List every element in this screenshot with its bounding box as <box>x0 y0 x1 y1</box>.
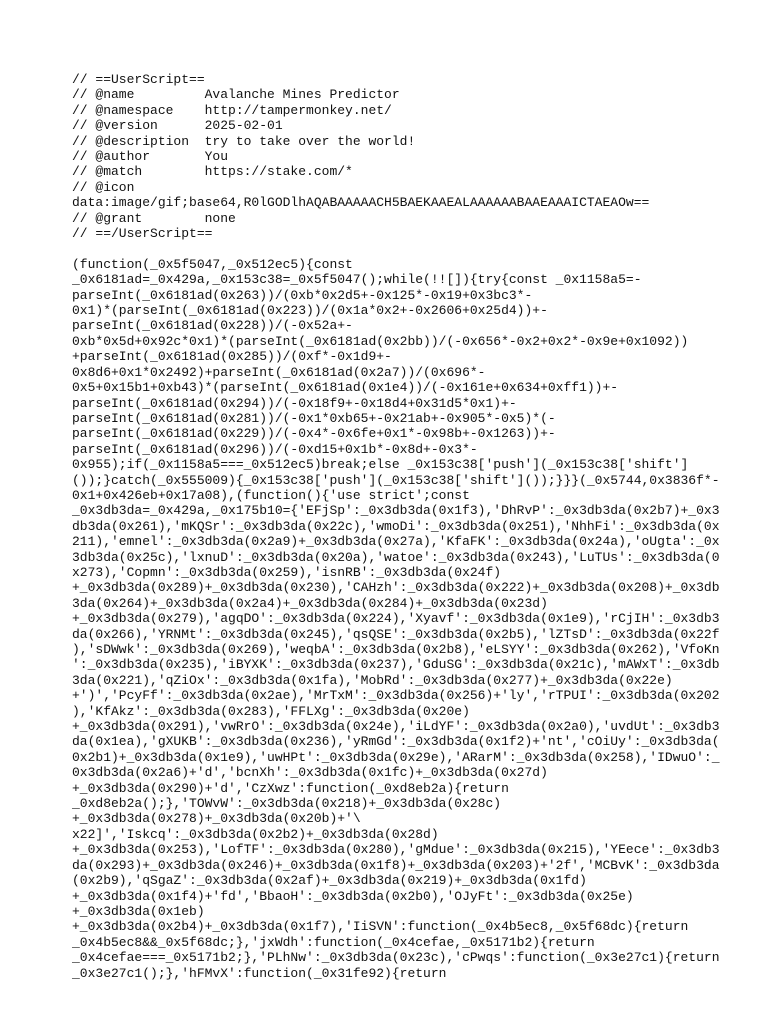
code-line: +_0x3db3da(0x253),'LofTF':_0x3db3da(0x280),'gMdue':_0x3db3da(0x215),'YEece':_0x3db3 <box>72 842 720 858</box>
code-line: ());}catch(_0x555009){_0x153c38['push'](_0x153c38['shift']());}}}(_0x5744,0x3836f*- <box>72 472 720 488</box>
code-line: 0xb*0x5d+0x92c*0x1)*(parseInt(_0x6181ad(0x2bb))/(-0x656*-0x2+0x2*-0x9e+0x1092)) <box>72 333 689 349</box>
code-line: da(0x293)+_0x3db3da(0x246)+_0x3db3da(0x1f8)+_0x3db3da(0x203)+'2f','MCBvK':_0x3db3da <box>72 857 720 873</box>
header-line: // @grant none <box>72 210 236 226</box>
code-line: 211),'emnel':_0x3db3da(0x2a9)+_0x3db3da(0x27a),'KfaFK':_0x3db3da(0x24a),'oUgta':_0x <box>72 534 720 550</box>
code-line: 3db3da(0x25c),'lxnuD':_0x3db3da(0x20a),'watoe':_0x3db3da(0x243),'LuTUs':_0x3db3da(0 <box>72 549 720 565</box>
code-line: parseInt(_0x6181ad(0x228))/(-0x52a+- <box>72 318 353 334</box>
code-line: +_0x3db3da(0x2b4)+_0x3db3da(0x1f7),'IiSVN':function(_0x4b5ec8,_0x5f68dc){return <box>72 919 689 935</box>
header-line: // ==/UserScript== <box>72 226 213 242</box>
code-line: _0x6181ad=_0x429a,_0x153c38=_0x5f5047();while(!![]){try{const _0x1158a5=- <box>72 272 642 288</box>
code-line: 0x1+0x426eb+0x17a08),(function(){'use strict';const <box>72 487 470 503</box>
code-line: parseInt(_0x6181ad(0x294))/(-0x18f9+-0x18d4+0x31d5*0x1)+- <box>72 395 517 411</box>
code-line: +_0x3db3da(0x290)+'d','CzXwz':function(_0xd8eb2a){return <box>72 780 509 796</box>
code-line: parseInt(_0x6181ad(0x263))/(0xb*0x2d5+-0x125*-0x19+0x3bc3*- <box>72 287 533 303</box>
header-line: data:image/gif;base64,R0lGODlhAQABAAAAACH5BAEKAAEALAAAAAABAAEAAAICTAEAOw== <box>72 195 650 211</box>
code-line: +_0x3db3da(0x1f4)+'fd','BbaoH':_0x3db3da(0x2b0),'OJyFt':_0x3db3da(0x25e) <box>72 888 634 904</box>
userscript-header <box>72 72 698 241</box>
code-line: parseInt(_0x6181ad(0x229))/(-0x4*-0x6fe+0x1*-0x98b+-0x1263))+- <box>72 426 556 442</box>
code-line: parseInt(_0x6181ad(0x296))/(-0xd15+0x1b*-0x8d+-0x3*- <box>72 441 478 457</box>
code-line: da(0x266),'YRNMt':_0x3db3da(0x245),'qsQSE':_0x3db3da(0x2b5),'lZTsD':_0x3db3da(0x22f <box>72 626 720 642</box>
code-line: 0x2b1)+_0x3db3da(0x1e9),'uwHPt':_0x3db3da(0x29e),'ARarM':_0x3db3da(0x258),'IDwuO':_ <box>72 749 720 765</box>
code-line: ),'sDWwk':_0x3db3da(0x269),'weqbA':_0x3db3da(0x2b8),'eLSYY':_0x3db3da(0x262),'VfoKn <box>72 642 720 658</box>
code-block <box>72 256 720 981</box>
code-line: (0x2b9),'qSgaZ':_0x3db3da(0x2af)+_0x3db3da(0x219)+_0x3db3da(0x1fd) <box>72 873 587 889</box>
code-line: 0x3db3da(0x2a6)+'d','bcnXh':_0x3db3da(0x1fc)+_0x3db3da(0x27d) <box>72 765 548 781</box>
code-line: x22]','Iskcq':_0x3db3da(0x2b2)+_0x3db3da(0x28d) <box>72 826 439 842</box>
code-line: _0xd8eb2a();},'TOWvW':_0x3db3da(0x218)+_0x3db3da(0x28c) <box>72 796 502 812</box>
header-line: // @match https://stake.com/* <box>72 164 353 180</box>
code-line: +_0x3db3da(0x1eb) <box>72 903 205 919</box>
code-line: +_0x3db3da(0x278)+_0x3db3da(0x20b)+'\ <box>72 811 361 827</box>
code-line: +_0x3db3da(0x291),'vwRrO':_0x3db3da(0x24e),'iLdYF':_0x3db3da(0x2a0),'uvdUt':_0x3db3 <box>72 719 720 735</box>
code-line: +')','PcyFf':_0x3db3da(0x2ae),'MrTxM':_0x3db3da(0x256)+'ly','rTPUI':_0x3db3da(0x202 <box>72 688 720 704</box>
code-line: 3da(0x264)+_0x3db3da(0x2a4)+_0x3db3da(0x284)+_0x3db3da(0x23d) <box>72 595 548 611</box>
code-line: parseInt(_0x6181ad(0x281))/(-0x1*0xb65+-0x21ab+-0x905*-0x5)*(- <box>72 410 556 426</box>
header-line: // @icon <box>72 179 135 195</box>
code-line: 0x955);if(_0x1158a5===_0x512ec5)break;else _0x153c38['push'](_0x153c38['shift'] <box>72 457 689 473</box>
code-line: _0x3db3da=_0x429a,_0x175b10={'EFjSp':_0x3db3da(0x1f3),'DhRvP':_0x3db3da(0x2b7)+_0x3 <box>72 503 720 519</box>
code-line: +parseInt(_0x6181ad(0x285))/(0xf*-0x1d9+- <box>72 349 392 365</box>
header-line: // @description try to take over the world! <box>72 133 416 149</box>
code-line: _0x3e27c1();},'hFMvX':function(_0x31fe92){return <box>72 965 447 981</box>
code-line: _0x4cefae===_0x5171b2;},'PLhNw':_0x3db3da(0x23c),'cPwqs':function(_0x3e27c1){return <box>72 950 720 966</box>
header-line: // @version 2025-02-01 <box>72 118 283 134</box>
code-line: 0x5+0x15b1+0xb43)*(parseInt(_0x6181ad(0x1e4))/(-0x161e+0x634+0xff1))+- <box>72 380 619 396</box>
code-line: (function(_0x5f5047,_0x512ec5){const <box>72 256 353 272</box>
code-line: da(0x1ea),'gXUKB':_0x3db3da(0x236),'yRmGd':_0x3db3da(0x1f2)+'nt','cOiUy':_0x3db3da( <box>72 734 720 750</box>
header-line: // @name Avalanche Mines Predictor <box>72 87 400 103</box>
code-line: ),'KfAkz':_0x3db3da(0x283),'FFLXg':_0x3db3da(0x20e) <box>72 703 470 719</box>
code-line: 0x8d6+0x1*0x2492)+parseInt(_0x6181ad(0x2a7))/(0x696*- <box>72 364 486 380</box>
header-line: // @namespace http://tampermonkey.net/ <box>72 102 392 118</box>
header-line: // ==UserScript== <box>72 72 205 87</box>
document-page <box>72 72 720 981</box>
code-line: +_0x3db3da(0x279),'agqDO':_0x3db3da(0x224),'Xyavf':_0x3db3da(0x1e9),'rCjIH':_0x3db3 <box>72 611 720 627</box>
header-line: // @author You <box>72 149 229 165</box>
code-line: 3da(0x221),'qZiOx':_0x3db3da(0x1fa),'MobRd':_0x3db3da(0x277)+_0x3db3da(0x22e) <box>72 672 673 688</box>
code-line: _0x4b5ec8&&_0x5f68dc;},'jxWdh':function(_0x4cefae,_0x5171b2){return <box>72 934 595 950</box>
code-line: db3da(0x261),'mKQSr':_0x3db3da(0x22c),'wmoDi':_0x3db3da(0x251),'NhhFi':_0x3db3da(0x <box>72 518 720 534</box>
blank-line <box>72 241 698 256</box>
code-line: ':_0x3db3da(0x235),'iBYXK':_0x3db3da(0x237),'GduSG':_0x3db3da(0x21c),'mAWxT':_0x3db <box>72 657 720 673</box>
code-line: +_0x3db3da(0x289)+_0x3db3da(0x230),'CAHzh':_0x3db3da(0x222)+_0x3db3da(0x208)+_0x3db <box>72 580 720 596</box>
code-line: x273),'Copmn':_0x3db3da(0x259),'isnRB':_0x3db3da(0x24f) <box>72 564 502 580</box>
code-line: 0x1)*(parseInt(_0x6181ad(0x223))/(0x1a*0x2+-0x2606+0x25d4))+- <box>72 303 548 319</box>
